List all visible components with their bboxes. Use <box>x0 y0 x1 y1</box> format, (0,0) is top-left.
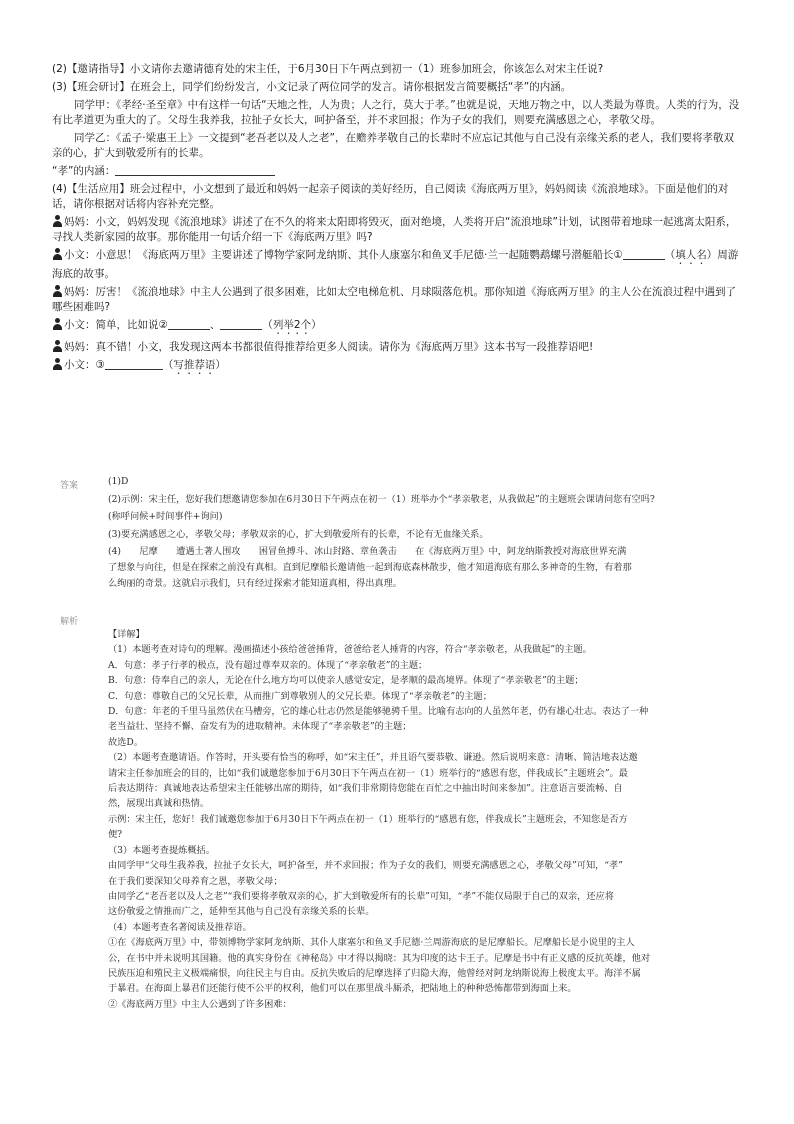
analysis-lines <box>108 642 748 1012</box>
analysis-line: （4）本题考查名著阅读及推荐语。 <box>108 921 252 933</box>
xiao-meaning-line <box>52 164 742 179</box>
blank-1[interactable] <box>623 248 665 260</box>
blank-3-hint: （写推荐语） <box>162 359 226 371</box>
blank-1-hint: （填人名 <box>664 249 707 261</box>
student-b-speech: 同学乙：《孟子·梁惠王上》一文提到“老吾老以及人之老”，在赡养孝敬自己的长辈时不应忘记其他与自己没有亲缘关系的老人，我们要将孝敬双亲的心，扩大到敬爱所有的长辈。 <box>52 132 734 159</box>
question-block <box>52 62 742 377</box>
answer-4-line-1: (4) 尼摩 遭遇土著人围攻 困冒鱼搏斗、冰山封路、章鱼袭击 在《海底两万里》中，阿龙纳斯教授对海底世界充满 <box>108 546 627 558</box>
answer-2-note: (称呼问候+时间事件+询问) <box>108 511 223 523</box>
answer-1: (1)D <box>108 476 129 487</box>
analysis-line: 示例：宋主任，您好！我们诚邀您参加于6月30日下午两点在初一（1）班举行的“感恩有您，伴我成长”主题班会，不知您是否方 <box>108 813 628 825</box>
dialog-wen-2 <box>52 318 742 337</box>
analysis-heading: 【详解】 <box>108 629 145 640</box>
dialog-wen-1-text-end: ）周游海底的故事。 <box>52 249 739 280</box>
dialog-wen-2-text: 小文：简单，比如说② <box>64 319 168 331</box>
dialog-mom-2-text: 妈妈：厉害！《流浪地球》中主人公遇到了很多困难，比如太空电梯危机、月球陨落危机。那你知道《海底两万里》的主人公在流浪过程中遇到了哪些困难吗? <box>52 286 736 313</box>
analysis-line: 故选D。 <box>108 736 143 748</box>
analysis-line: ①在《海底两万里》中，带领博物学家阿龙纳斯、其仆人康塞尔和鱼叉手尼德·兰周游海底的是尼摩船长。尼摩船长是小说里的主人 <box>108 937 635 949</box>
person-icon <box>52 285 63 297</box>
blank-3[interactable] <box>105 358 163 370</box>
person-icon <box>52 215 63 227</box>
blank-2b[interactable] <box>220 318 262 330</box>
analysis-line: 在于我们要深知父母养育之恩，孝敬父母； <box>108 875 283 887</box>
person-icon <box>52 340 63 352</box>
analysis-line: A．句意：孝子行孝的极点，没有超过尊奉双亲的。体现了“孝亲敬老”的主题； <box>108 659 428 671</box>
answer-4-line-3: 么绚丽的奇景。这就启示我们，只有经过探索才能知道真相，得出真理。 <box>108 577 402 589</box>
dialog-wen-1 <box>52 248 742 282</box>
dialog-mom-3 <box>52 340 742 355</box>
question-3: (3)【班会研讨】在班会上，同学们纷纷发言，小文记录了两位同学的发言。请你根据发言简要概括“孝”的内涵。 <box>52 81 572 93</box>
analysis-line: C．句意：尊敬自己的父兄长辈，从而推广到尊敬别人的父兄长辈。体现了“孝亲敬老”的主题； <box>108 690 492 702</box>
dialog-wen-1-text: 小文：小意思！《海底两万里》主要讲述了博物学家阿龙纳斯、其仆人康塞尔和鱼叉手尼德·兰一起随鹦鹉螺号潜艇船长① <box>64 249 623 261</box>
blank-separator: 、 <box>209 319 221 331</box>
analysis-line: 由同学甲“父母生我养我，拉扯子女长大，呵护备至，并不求回报；作为子女的我们，则要充满感恩之心，孝敬父母”可知，“孝” <box>108 860 623 872</box>
dialog-mom-2 <box>52 285 742 315</box>
blank-2a[interactable] <box>168 318 210 330</box>
answer-tag: 答案 <box>60 481 79 491</box>
xiao-meaning-label: “孝”的内涵： <box>52 165 116 177</box>
analysis-line: 然，展现出真诚和热情。 <box>108 798 210 810</box>
analysis-line: 请宋主任参加班会的目的，比如“我们诚邀您参加于6月30日下午两点在初一（1）班举行的“感恩有您，伴我成长”主题班会”。最 <box>108 767 628 779</box>
analysis-line: 老当益壮、坚持不懈、奋发有为的进取精神。未体现了“孝亲敬老”的主题； <box>108 721 412 733</box>
question-4: (4)【生活应用】班会过程中，小文想到了最近和妈妈一起亲子阅读的美好经历，自己阅读《海底两万里》，妈妈阅读《流浪地球》。下面是他们的对话，请你根据对话将内容补充完整。 <box>52 183 729 210</box>
person-icon <box>52 248 63 260</box>
dialog-wen-3 <box>52 358 742 377</box>
analysis-line: 于暴君。在海面上暴君们还能行使不公平的权利，他们可以在那里战斗厮杀，把陆地上的种种恐怖都带到海面上来。 <box>108 983 577 995</box>
analysis-line: 由同学乙“老吾老以及人之老”“我们要将孝敬双亲的心，扩大到敬爱所有的长辈”可知，“孝”不能仅局限于自己的双亲，还应将 <box>108 890 614 902</box>
dialog-mom-3-text: 妈妈：真不错！小文，我发现这两本书都很值得推荐给更多人阅读。请你为《海底两万里》这本书写一段推荐语吧! <box>64 341 594 353</box>
analysis-line: 便? <box>108 829 123 841</box>
analysis-line: （1）本题考查对诗句的理解。漫画描述小孩给爸爸捶背，爸爸给老人捶背的内容，符合“孝亲敬老，从我做起”的主题。 <box>108 644 592 656</box>
analysis-line: 这份敬爱之情推而广之，延伸至其他与自己没有亲缘关系的长辈。 <box>108 906 375 918</box>
answer-3: (3)要充满感恩之心，孝敬父母；孝敬双亲的心，扩大到敬爱所有的长辈，不论有无血缘关系。 <box>108 528 489 540</box>
analysis-line: 后表达期待：真诚地表达希望宋主任能够出席的期待，如“我们非常期待您能在百忙之中抽出时间来参加”。注意语言要流畅、自 <box>108 783 623 795</box>
analysis-line: D．句意：年老的千里马虽然伏在马槽旁，它的雄心壮志仍然是能够驰骋千里。比喻有志向的人虽然年老，仍有雄心壮志。表达了一种 <box>108 706 649 718</box>
analysis-line: （2）本题考查邀请语。作答时，开头要有恰当的称呼，如“宋主任”，并且语气要恭敬、谦逊。然后说明来意：清晰、简洁地表达邀 <box>108 752 638 764</box>
dialog-mom-1 <box>52 215 742 245</box>
analysis-block <box>108 627 748 1012</box>
answer-2: (2)示例：宋主任，您好我们想邀请您参加在6月30日下午两点在初一（1）班举办个“孝亲敬老，从我做起”的主题班会课请问您有空吗? <box>108 493 655 505</box>
analysis-line: （3）本题考查提炼概括。 <box>108 844 215 856</box>
answer-block <box>108 474 748 591</box>
analysis-line: 民族压迫和殖民主义极端痛恨，向往民主与自由。反抗失败后的尼摩选择了归隐大海，他曾经对阿龙纳斯说海上极度太平。海洋不属 <box>108 967 641 979</box>
analysis-line: 公，在书中并未说明其国籍。他的真实身份在《神秘岛》中才得以揭晓：其为印度的达卡王子。尼摩是书中有正义感的反抗英雄，他对 <box>108 952 651 964</box>
answer-4-line-2: 了想象与向往，但是在探索之前没有真相。直到尼摩船长邀请他一起到海底森林散步，他才知道海底有那么多神奇的生物，有着那 <box>108 561 632 573</box>
person-icon <box>52 318 63 330</box>
xiao-meaning-blank[interactable] <box>115 164 275 176</box>
student-a-speech: 同学甲：《孝经·圣至章》中有这样一句话“天地之性，人为贵；人之行，莫大于孝。”也就是说，天地万物之中，以人类最为尊贵。人类的行为，没有比孝道更为重大的了。父母生我养我，拉扯子女长大，呵护备至，并不求回报；作为子女的我们，则要充满感恩之心，孝敬父母。 <box>52 99 740 126</box>
analysis-line: ②《海底两万里》中主人公遇到了许多困难： <box>108 998 292 1010</box>
analysis-tag: 解析 <box>60 617 79 627</box>
person-icon <box>52 358 63 370</box>
analysis-line: B．句意：侍奉自己的亲人，无论在什么地方均可以使亲人感觉安定，是孝顺的最高境界。体现了“孝亲敬老”的主题； <box>108 675 584 687</box>
blank-2-hint: （列举2个） <box>262 319 322 331</box>
dialog-wen-3-text: 小文：③ <box>64 359 105 371</box>
question-2: (2)【邀请指导】小文请你去邀请德育处的宋主任，于6月30日下午两点到初一（1）班参加班会，你该怎么对宋主任说? <box>52 63 604 75</box>
dialog-mom-1-text: 妈妈：小文，妈妈发现《流浪地球》讲述了在不久的将来太阳即将毁灭，面对绝境，人类将开启“流浪地球”计划，试图带着地球一起逃离太阳系，寻找人类新家园的故事。那你能用一句话介绍一下《海底两万里》吗? <box>52 216 737 243</box>
